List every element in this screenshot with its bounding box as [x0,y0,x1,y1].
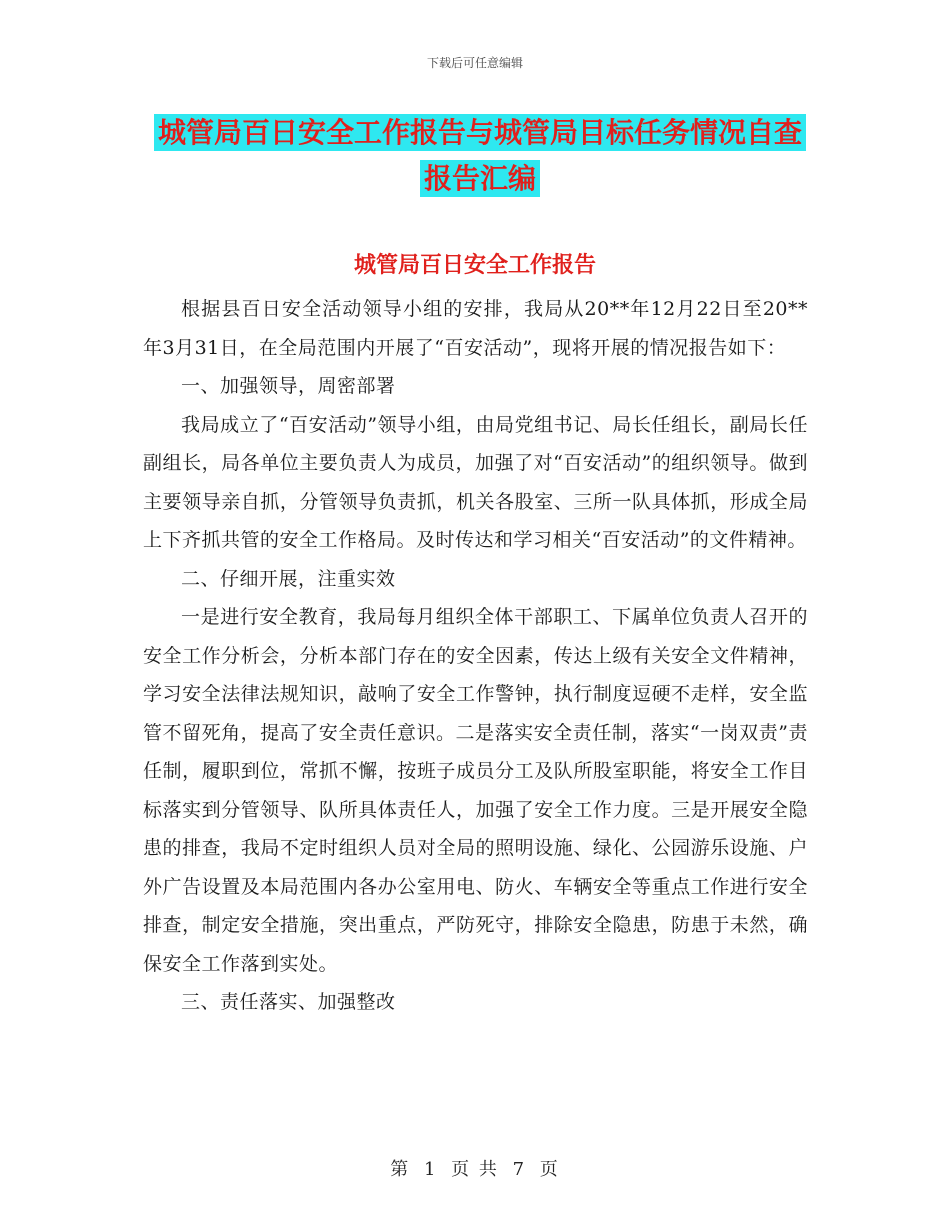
heading-one: 一、加强领导，周密部署 [181,375,396,397]
footer-current-page: 1 [423,1159,438,1180]
document-body [143,290,808,1022]
heading-two: 二、仔细开展，注重实效 [181,567,396,590]
footer-total-pages: 7 [512,1159,527,1180]
document-title [150,110,810,202]
heading-three: 三、责任落实、加强整改 [181,991,396,1013]
footer-middle: 页 共 [451,1159,499,1180]
page-footer [0,1155,950,1181]
paragraph-implementation: 一是进行安全教育，我局每月组织全体干部职工、下属单位负责人召开的安全工作分析会，分析本部门存在的安全因素，传达上级有关安全文件精神，学习安全法律法规知识，敲响了安全工作警钟，执行制度逗硬不走样，安全监管不留死角，提高了安全责任意识。二是落实安全责任制，落实“一岗双责”责任制，履职到位，常抓不懈，按班子成员分工及队所股室职能，将安全工作目标落实到分管领导、队所具体责任人，加强了安全工作力度。三是开展安全隐患的排查，我局不定时组织人员对全局的照明设施、绿化、公园游乐设施、户外广告设置及本局范围内各办公室用电、防火、车辆安全等重点工作进行安全排查，制定安全措施，突出重点，严防死守，排除安全隐患，防患于未然，确保安全工作落到实处。 [143,606,808,975]
document-title-line2: 报告汇编 [420,160,540,197]
footer-suffix: 页 [539,1159,560,1180]
paragraph-intro: 根据县百日安全活动领导小组的安排，我局从20**年12月22日至20**年3月31日，在全局范围内开展了“百安活动”，现将开展的情况报告如下： [143,298,808,359]
footer-prefix: 第 [390,1159,411,1180]
paragraph-leadership: 我局成立了“百安活动”领导小组，由局党组书记、局长任组长，副局长任副组长，局各单位主要负责人为成员，加强了对“百安活动”的组织领导。做到主要领导亲自抓，分管领导负责抓，机关各股室、三所一队具体抓，形成全局上下齐抓共管的安全工作格局。及时传达和学习相关“百安活动”的文件精神。 [143,413,808,551]
section-title: 城管局百日安全工作报告 [353,253,596,278]
header-note: 下载后可任意编辑 [426,56,523,70]
document-title-line1: 城管局百日安全工作报告与城管局目标任务情况自查 [154,114,806,151]
